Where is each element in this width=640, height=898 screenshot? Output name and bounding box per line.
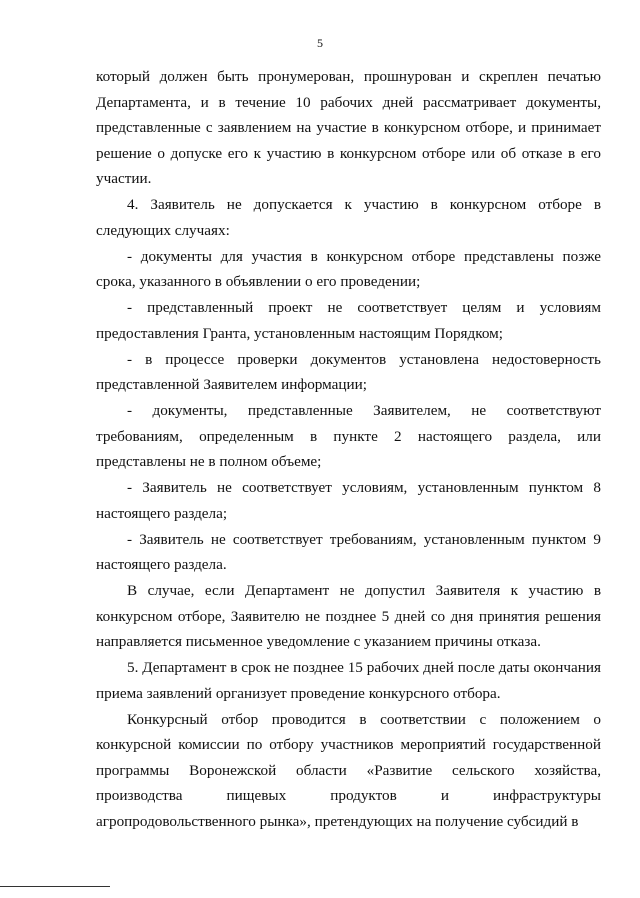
list-item-requirements-point-9: - Заявитель не соответствует требованиям, установленным пунктом 9 настоящего раздела.: [96, 530, 601, 573]
page-number: 5: [317, 36, 323, 50]
list-item-late-submission: - документы для участия в конкурсном отборе представлены позже срока, указанного в объявлении о его проведении;: [96, 247, 601, 290]
paragraph-clause-5: 5. Департамент в срок не позднее 15 рабочих дней после даты окончания приема заявлений организует проведение конкурсного отбора.: [96, 659, 601, 702]
list-item-false-information: - в процессе проверки документов установлена недостоверность представленной Заявителем информации;: [96, 350, 601, 393]
paragraph-clause-4: 4. Заявитель не допускается к участию в конкурсном отборе в следующих случаях:: [96, 196, 601, 239]
paragraph-commission: Конкурсный отбор проводится в соответствии с положением о конкурсной комиссии по отбору участников мероприятий государственной программы Воронежской области «Развитие сельского хозяйства, производства пищевых продуктов и инфраструктуры агропродовольственного рынка», претендующих на получение субсидий в: [96, 710, 601, 830]
list-item-project-mismatch: - представленный проект не соответствует целям и условиям предоставления Гранта, установленным настоящим Порядком;: [96, 299, 601, 342]
list-item-document-requirements: - документы, представленные Заявителем, не соответствуют требованиям, определенным в пункте 2 настоящего раздела, или представлены не в полном объеме;: [96, 402, 601, 470]
scan-edge-line: [0, 886, 110, 887]
paragraph-refusal-notice: В случае, если Департамент не допустил Заявителя к участию в конкурсном отборе, Заявителю не позднее 5 дней со дня принятия решения направляется письменное уведомление с указанием причины отказа.: [96, 582, 601, 650]
document-body: [96, 64, 601, 834]
list-item-conditions-point-8: - Заявитель не соответствует условиям, установленным пунктом 8 настоящего раздела;: [96, 479, 601, 522]
paragraph-continuation: который должен быть пронумерован, прошнурован и скреплен печатью Департамента, и в течение 10 рабочих дней рассматривает документы, представленные с заявлением на участие в конкурсном отборе, и принимает решение о допуске его к участию в конкурсном отборе или об отказе в его участии.: [96, 68, 601, 187]
